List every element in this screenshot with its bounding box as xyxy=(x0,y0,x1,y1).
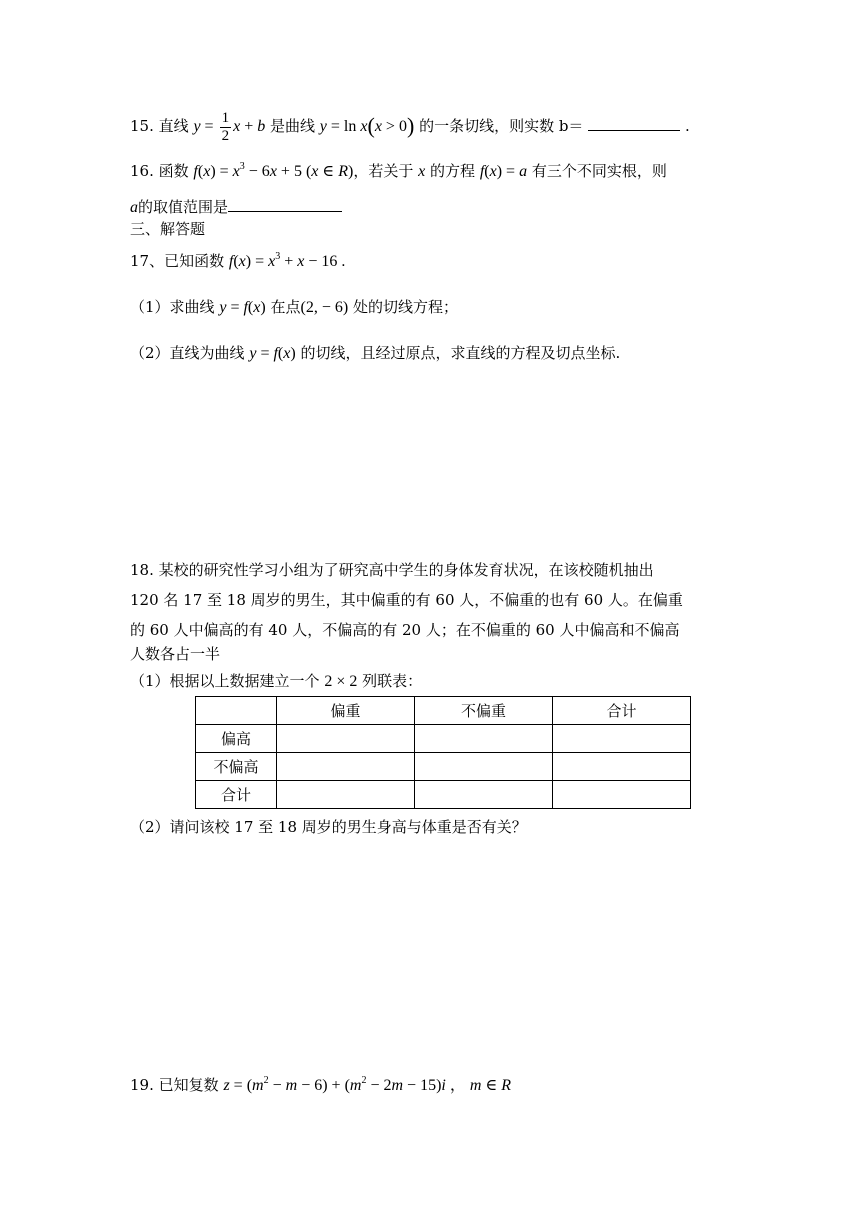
table-row xyxy=(196,725,691,753)
q19-number: 19. xyxy=(130,1076,154,1094)
table-cell xyxy=(553,725,691,753)
table-header-cell xyxy=(196,697,277,725)
question-17 xyxy=(130,250,345,273)
contingency-table xyxy=(195,696,691,809)
table-header-cell: 合计 xyxy=(553,697,691,725)
q15-text-2: 是曲线 xyxy=(270,117,316,136)
q18-table-size: 2 × 2 xyxy=(324,673,358,690)
q18-p1-text-a: （1）根据以上数据建立一个 xyxy=(130,672,320,690)
q18-part-1 xyxy=(130,670,422,693)
table-cell xyxy=(415,725,553,753)
q19-complex-number: $z = (m^2 - m - 6) + (m^2 - 2m - 15)i$ ， m ∈ R xyxy=(223,1075,512,1094)
table-row-label: 不偏高 xyxy=(196,753,277,781)
q18-line-1: 18. 某校的研究性学习小组为了研究高中学生的身体发育状况，在该校随机抽出 xyxy=(130,561,654,579)
q15-number: 15. xyxy=(130,117,154,136)
question-17-part-1 xyxy=(130,296,458,319)
table-cell xyxy=(415,753,553,781)
question-16-line-2 xyxy=(130,196,342,219)
question-17-part-2 xyxy=(130,342,620,365)
table-row-label: 合计 xyxy=(196,781,277,809)
q16-number: 16 xyxy=(130,162,150,180)
q18-part-2: （2）请问该校 17 至 18 周岁的男生身高与体重是否有关？ xyxy=(130,818,527,836)
q16-text-1: . 函数 xyxy=(149,162,189,180)
q15-text-1: 直线 xyxy=(158,117,189,136)
q17-point: (2, − 6) xyxy=(300,299,349,316)
q18-line-4: 人数各占一半 xyxy=(130,645,221,663)
q17-curve-2: y = f(x) xyxy=(249,345,296,362)
q17-function: $f(x) = x^3 + x - 16$ . xyxy=(228,251,346,270)
q16-text-3: 的方程 xyxy=(430,162,476,180)
q16-function: $f(x) = x^3 - 6x + 5$ (x ∈ R) xyxy=(193,161,354,180)
q15-line-equation: y = $\frac{1}{2}$ x + b xyxy=(193,110,266,144)
q16-text-5: 的取值范围是 xyxy=(138,198,229,216)
table-row-label: 偏高 xyxy=(196,725,277,753)
table-header-cell: 不偏重 xyxy=(415,697,553,725)
q15-end: . xyxy=(685,117,690,136)
question-16-line-1 xyxy=(130,160,667,183)
table-row xyxy=(196,781,691,809)
table-cell xyxy=(277,781,415,809)
q17-p1-text-c: 处的切线方程； xyxy=(352,298,458,316)
q16-var-x: x xyxy=(418,163,426,180)
q16-equation: f(x) = a xyxy=(479,163,528,180)
question-15 xyxy=(130,110,690,145)
question-19 xyxy=(130,1074,511,1097)
q19-text-1: 已知复数 xyxy=(158,1076,219,1094)
q16-text-2: ，若关于 xyxy=(353,162,414,180)
q18-line-3: 的 60 人中偏高的有 40 人，不偏高的有 20 人；在不偏重的 60 人中偏高和不偏高 xyxy=(130,621,680,639)
q16-var-a: a xyxy=(130,199,138,216)
table-header-cell: 偏重 xyxy=(277,697,415,725)
table-cell xyxy=(553,753,691,781)
q15-answer-blank xyxy=(588,116,680,131)
q17-p2-text-b: 的切线，且经过原点，求直线的方程及切点坐标. xyxy=(300,344,621,362)
fraction-one-half: $\frac{1}{2}$ xyxy=(221,110,230,144)
q17-p2-text-a: （2）直线为曲线 xyxy=(130,344,245,362)
q17-head: 17、已知函数 xyxy=(130,252,225,270)
q17-p1-text-a: （1）求曲线 xyxy=(130,298,215,316)
q17-curve: y = f(x) xyxy=(219,299,266,316)
q16-text-4: 有三个不同实根，则 xyxy=(531,162,667,180)
table-cell xyxy=(277,725,415,753)
q18-p1-text-b: 列联表： xyxy=(362,672,423,690)
table-row xyxy=(196,753,691,781)
q18-line-2: 120 名 17 至 18 周岁的男生，其中偏重的有 60 人，不偏重的也有 60 人。在偏重 xyxy=(130,591,683,609)
section-heading: 三、解答题 xyxy=(130,220,206,238)
table-cell xyxy=(553,781,691,809)
q15-text-3: 的一条切线，则实数 b＝ xyxy=(419,117,584,136)
table-cell xyxy=(277,753,415,781)
table-cell xyxy=(415,781,553,809)
table-header-row xyxy=(196,697,691,725)
q16-answer-blank xyxy=(228,197,342,212)
q15-curve-equation: y = ln x(x > 0) xyxy=(319,113,415,139)
q17-p1-text-b: 在点 xyxy=(270,298,301,316)
